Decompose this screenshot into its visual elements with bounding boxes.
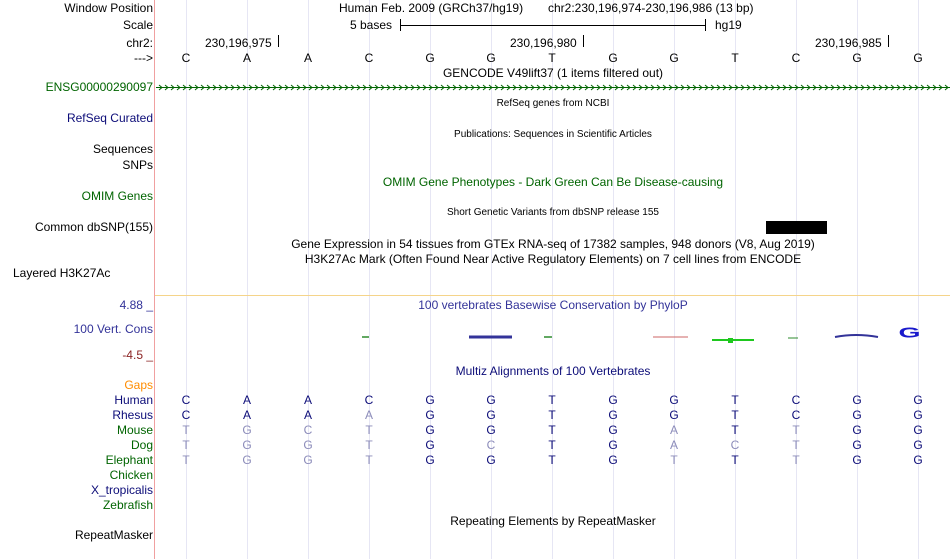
- scale-db: hg19: [715, 18, 742, 32]
- reference-base: C: [364, 51, 374, 65]
- position-label: chr2:230,196,974-230,196,986 (13 bp): [548, 1, 754, 15]
- species-base: C: [364, 393, 374, 407]
- species-label[interactable]: Chicken: [109, 468, 153, 482]
- species-base: T: [548, 393, 556, 407]
- species-base: T: [182, 423, 190, 437]
- repeatmasker-title: Repeating Elements by RepeatMasker: [450, 514, 656, 528]
- species-base: G: [913, 453, 923, 467]
- scale-value: 5 bases: [350, 18, 393, 32]
- species-base: C: [791, 408, 801, 422]
- reference-base: G: [852, 51, 862, 65]
- h3k27ac-title: H3K27Ac Mark (Often Found Near Active Regulatory Elements) on 7 cell lines from ENCODE: [304, 252, 802, 266]
- species-base: G: [425, 408, 435, 422]
- ruler-tick-2: [583, 35, 584, 47]
- window-position-label[interactable]: Window Position: [64, 1, 153, 15]
- species-base: G: [425, 423, 435, 437]
- species-base: T: [365, 423, 373, 437]
- gencode-gene-feature[interactable]: [156, 84, 950, 91]
- species-label[interactable]: Dog: [130, 438, 153, 452]
- reference-base: A: [303, 51, 312, 65]
- species-base: A: [364, 408, 373, 422]
- reference-base: C: [791, 51, 801, 65]
- species-label[interactable]: Human: [114, 393, 153, 407]
- reference-base: C: [181, 51, 191, 65]
- strand-label[interactable]: --->: [134, 51, 153, 65]
- ruler-coord-3: 230,196,985: [815, 36, 882, 50]
- ruler-tick-1: [278, 35, 279, 47]
- species-base: G: [486, 453, 496, 467]
- species-base: T: [731, 453, 739, 467]
- species-base: A: [303, 408, 312, 422]
- species-base: T: [792, 453, 800, 467]
- reference-base: G: [425, 51, 435, 65]
- species-base: T: [365, 453, 373, 467]
- h3k27ac-label[interactable]: Layered H3K27Ac: [13, 266, 111, 280]
- species-base: G: [913, 438, 923, 452]
- species-base: T: [731, 408, 739, 422]
- omim-title: OMIM Gene Phenotypes - Dark Green Can Be Disease-causing: [382, 175, 724, 189]
- species-base: A: [242, 393, 251, 407]
- omim-label[interactable]: OMIM Genes: [81, 189, 153, 203]
- publications-snps-label[interactable]: SNPs: [122, 158, 153, 172]
- species-label[interactable]: X_tropicalis: [90, 483, 153, 497]
- scale-label[interactable]: Scale: [122, 18, 153, 32]
- species-base: G: [608, 423, 618, 437]
- scale-bar: [400, 18, 706, 32]
- species-base: C: [791, 393, 801, 407]
- refseq-label[interactable]: RefSeq Curated: [66, 111, 153, 125]
- species-base: G: [608, 453, 618, 467]
- species-base: A: [303, 393, 312, 407]
- species-base: G: [852, 408, 862, 422]
- species-base: T: [731, 393, 739, 407]
- species-base: T: [792, 438, 800, 452]
- species-base: G: [486, 393, 496, 407]
- species-base: G: [913, 408, 923, 422]
- species-base: T: [182, 453, 190, 467]
- species-base: C: [181, 408, 191, 422]
- chrom-label[interactable]: chr2:: [126, 36, 153, 50]
- species-base: G: [669, 393, 679, 407]
- ruler-coord-1: 230,196,975: [205, 36, 272, 50]
- refseq-title: RefSeq genes from NCBI: [496, 98, 610, 109]
- phylop-max: 4.88 _: [119, 298, 153, 312]
- species-label[interactable]: Zebrafish: [102, 498, 153, 512]
- reference-base: G: [608, 51, 618, 65]
- species-base: A: [242, 408, 251, 422]
- species-base: G: [486, 408, 496, 422]
- species-base: G: [852, 453, 862, 467]
- species-base: G: [242, 423, 252, 437]
- species-base: C: [486, 438, 496, 452]
- species-base: C: [181, 393, 191, 407]
- species-base: G: [852, 393, 862, 407]
- gtex-title: Gene Expression in 54 tissues from GTEx RNA-seq of 17382 samples, 948 donors (V8, Aug 2019): [291, 237, 815, 251]
- species-base: G: [425, 438, 435, 452]
- reference-base: T: [731, 51, 739, 65]
- reference-base: T: [548, 51, 556, 65]
- species-label[interactable]: Mouse: [116, 423, 153, 437]
- species-base: G: [242, 453, 252, 467]
- label-divider: [154, 0, 155, 559]
- dbsnp-label[interactable]: Common dbSNP(155): [34, 220, 153, 234]
- species-base: G: [669, 408, 679, 422]
- reference-base: G: [913, 51, 923, 65]
- species-base: A: [669, 438, 678, 452]
- species-base: T: [365, 438, 373, 452]
- species-base: G: [486, 423, 496, 437]
- species-base: G: [608, 438, 618, 452]
- ruler-coord-2: 230,196,980: [510, 36, 577, 50]
- species-base: C: [730, 438, 740, 452]
- species-base: G: [608, 408, 618, 422]
- species-base: G: [852, 438, 862, 452]
- reference-base: G: [669, 51, 679, 65]
- multiz-title: Multiz Alignments of 100 Vertebrates: [455, 364, 651, 378]
- svg-text:G: G: [898, 324, 921, 341]
- repeatmasker-label[interactable]: RepeatMasker: [74, 528, 153, 542]
- multiz-gaps-label[interactable]: Gaps: [124, 378, 153, 392]
- species-base: G: [913, 393, 923, 407]
- species-base: T: [731, 423, 739, 437]
- track-separator: [155, 295, 950, 296]
- species-base: T: [548, 423, 556, 437]
- species-base: G: [852, 423, 862, 437]
- reference-base: A: [242, 51, 251, 65]
- reference-base: G: [486, 51, 496, 65]
- phylop-title: 100 vertebrates Basewise Conservation by PhyloP: [418, 298, 688, 312]
- species-base: G: [425, 393, 435, 407]
- species-base: G: [425, 453, 435, 467]
- species-base: G: [913, 423, 923, 437]
- species-base: T: [182, 438, 190, 452]
- dbsnp-title: Short Genetic Variants from dbSNP release 155: [447, 207, 659, 218]
- species-base: T: [548, 453, 556, 467]
- species-base: G: [303, 453, 313, 467]
- species-base: T: [548, 408, 556, 422]
- species-label[interactable]: Rhesus: [112, 408, 153, 422]
- publications-title: Publications: Sequences in Scientific Articles: [454, 129, 652, 140]
- species-base: G: [608, 393, 618, 407]
- species-base: G: [303, 438, 313, 452]
- species-label[interactable]: Elephant: [105, 453, 153, 467]
- phylop-plot[interactable]: [156, 320, 950, 348]
- gencode-title: GENCODE V49lift37 (1 items filtered out): [442, 66, 664, 80]
- phylop-label[interactable]: 100 Vert. Cons: [73, 322, 153, 336]
- assembly-label: Human Feb. 2009 (GRCh37/hg19): [339, 1, 524, 15]
- dbsnp-variant[interactable]: [766, 221, 827, 234]
- species-base: T: [670, 453, 678, 467]
- phylop-min: -4.5 _: [122, 348, 153, 362]
- ruler-tick-3: [888, 35, 889, 47]
- species-base: C: [303, 423, 313, 437]
- gencode-item-label[interactable]: ENSG00000290097: [45, 80, 153, 94]
- species-base: T: [792, 423, 800, 437]
- species-base: T: [548, 438, 556, 452]
- species-base: G: [242, 438, 252, 452]
- species-base: A: [669, 423, 678, 437]
- publications-sequences-label[interactable]: Sequences: [92, 142, 153, 156]
